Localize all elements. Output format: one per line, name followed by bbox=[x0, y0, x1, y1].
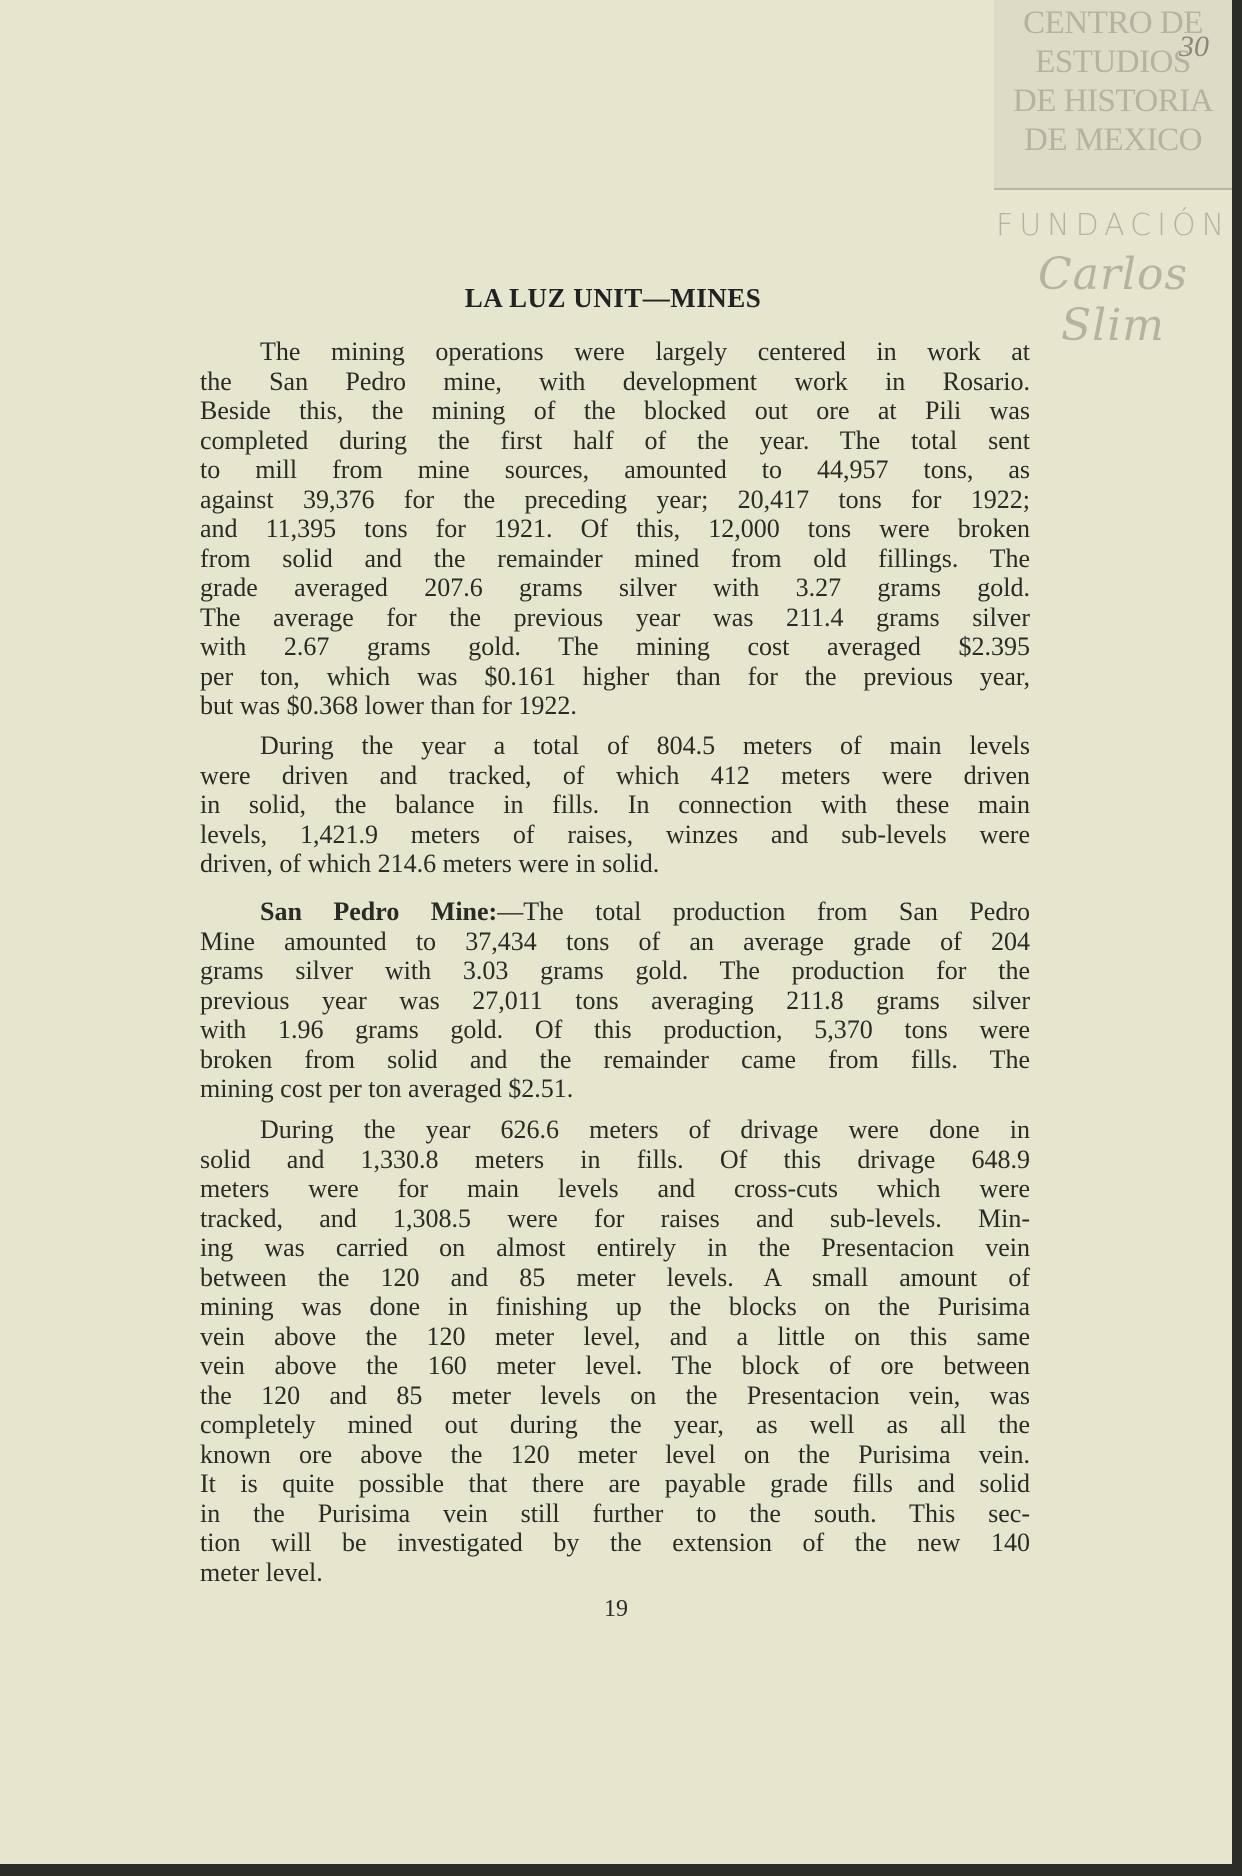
section-title bbox=[0, 283, 1232, 314]
text-line: broken from solid and the remainder came from fills. The bbox=[200, 1044, 1030, 1074]
paragraph-4 bbox=[200, 1115, 1030, 1587]
handwritten-page-number: 30 bbox=[1179, 30, 1209, 63]
text-line: completely mined out during the year, as well as all the bbox=[200, 1410, 1030, 1439]
text-line bbox=[200, 897, 1030, 927]
text-line: mining was done in finishing up the blocks on the Purisima bbox=[200, 1292, 1030, 1321]
text-line: with 2.67 grams gold. The mining cost averaged $2.395 bbox=[200, 632, 1030, 661]
text-line: tracked, and 1,308.5 were for raises and sub-levels. Min- bbox=[200, 1203, 1030, 1233]
text-line: vein above the 160 meter level. The block of ore between bbox=[200, 1351, 1030, 1380]
text-line: against 39,376 for the preceding year; 20,417 tons for 1922; bbox=[200, 484, 1030, 514]
text-line: meter level. bbox=[200, 1557, 323, 1587]
text-line: completed during the first half of the year. The total sent bbox=[200, 425, 1030, 455]
text-line: During the year 626.6 meters of drivage were done in bbox=[260, 1115, 1030, 1144]
text-line: It is quite possible that there are payable grade fills and solid bbox=[200, 1469, 1030, 1498]
text-line: vein above the 120 meter level, and a little on this same bbox=[200, 1321, 1030, 1351]
watermark-line: DE HISTORIA bbox=[1012, 83, 1214, 119]
archive-watermark bbox=[994, 0, 1232, 351]
text-line: The average for the previous year was 211.4 grams silver bbox=[200, 602, 1030, 632]
text-line: the San Pedro mine, with development work in Rosario. bbox=[200, 366, 1030, 396]
text-line: meters were for main levels and cross-cuts which were bbox=[200, 1174, 1030, 1203]
text-line: The mining operations were largely centered in work at bbox=[260, 337, 1030, 366]
watermark-line: CENTRO DE bbox=[1023, 5, 1203, 41]
text-line: but was $0.368 lower than for 1922. bbox=[200, 691, 577, 720]
text-line: Mine amounted to 37,434 tons of an average grade of 204 bbox=[200, 926, 1030, 956]
text-line-rest: —The total production from San Pedro bbox=[497, 897, 1030, 926]
text-line: per ton, which was $0.161 higher than for the previous year, bbox=[200, 661, 1030, 691]
watermark-signature: Carlos Slim bbox=[1037, 249, 1189, 351]
watermark-line: DE MEXICO bbox=[1024, 122, 1202, 158]
text-line: grams silver with 3.03 grams gold. The production for the bbox=[200, 956, 1030, 985]
text-line: between the 120 and 85 meter levels. A small amount of bbox=[200, 1262, 1030, 1292]
watermark-fundacion: FUNDACIÓN bbox=[995, 208, 1231, 243]
text-line: to mill from mine sources, amounted to 44,957 tons, as bbox=[200, 455, 1030, 484]
text-line: previous year was 27,011 tons averaging 211.8 grams silver bbox=[200, 985, 1030, 1015]
text-line: were driven and tracked, of which 412 meters were driven bbox=[200, 760, 1030, 790]
text-line: the 120 and 85 meter levels on the Presentacion vein, was bbox=[200, 1380, 1030, 1410]
text-line: mining cost per ton averaged $2.51. bbox=[200, 1074, 574, 1103]
text-line: with 1.96 grams gold. Of this production, 5,370 tons were bbox=[200, 1015, 1030, 1044]
text-line: in solid, the balance in fills. In connection with these main bbox=[200, 790, 1030, 819]
paragraph-1 bbox=[200, 337, 1030, 721]
text-line: from solid and the remainder mined from old fillings. The bbox=[200, 543, 1030, 573]
text-line: Beside this, the mining of the blocked out ore at Pili was bbox=[200, 396, 1030, 425]
text-line: tion will be investigated by the extension of the new 140 bbox=[200, 1528, 1030, 1557]
run-in-heading: San Pedro Mine: bbox=[260, 897, 498, 926]
text-line: in the Purisima vein still further to the south. This sec- bbox=[200, 1498, 1030, 1528]
page-number: 19 bbox=[604, 1596, 628, 1622]
text-line: and 11,395 tons for 1921. Of this, 12,000 tons were broken bbox=[200, 514, 1030, 543]
paragraph-2 bbox=[200, 731, 1030, 879]
text-line: ing was carried on almost entirely in the Presentacion vein bbox=[200, 1233, 1030, 1262]
paragraph-san-pedro-mine bbox=[200, 897, 1030, 1104]
text-line: grade averaged 207.6 grams silver with 3.27 grams gold. bbox=[200, 573, 1030, 602]
text-line: levels, 1,421.9 meters of raises, winzes and sub-levels were bbox=[200, 819, 1030, 849]
text-line: During the year a total of 804.5 meters of main levels bbox=[260, 731, 1030, 760]
text-line: known ore above the 120 meter level on the Purisima vein. bbox=[200, 1439, 1030, 1469]
section-title-text: LA LUZ UNIT—MINES bbox=[464, 283, 762, 313]
watermark-line: ESTUDIOS bbox=[1035, 44, 1191, 80]
text-line: driven, of which 214.6 meters were in solid. bbox=[200, 849, 660, 878]
text-line: solid and 1,330.8 meters in fills. Of this drivage 648.9 bbox=[200, 1144, 1030, 1174]
